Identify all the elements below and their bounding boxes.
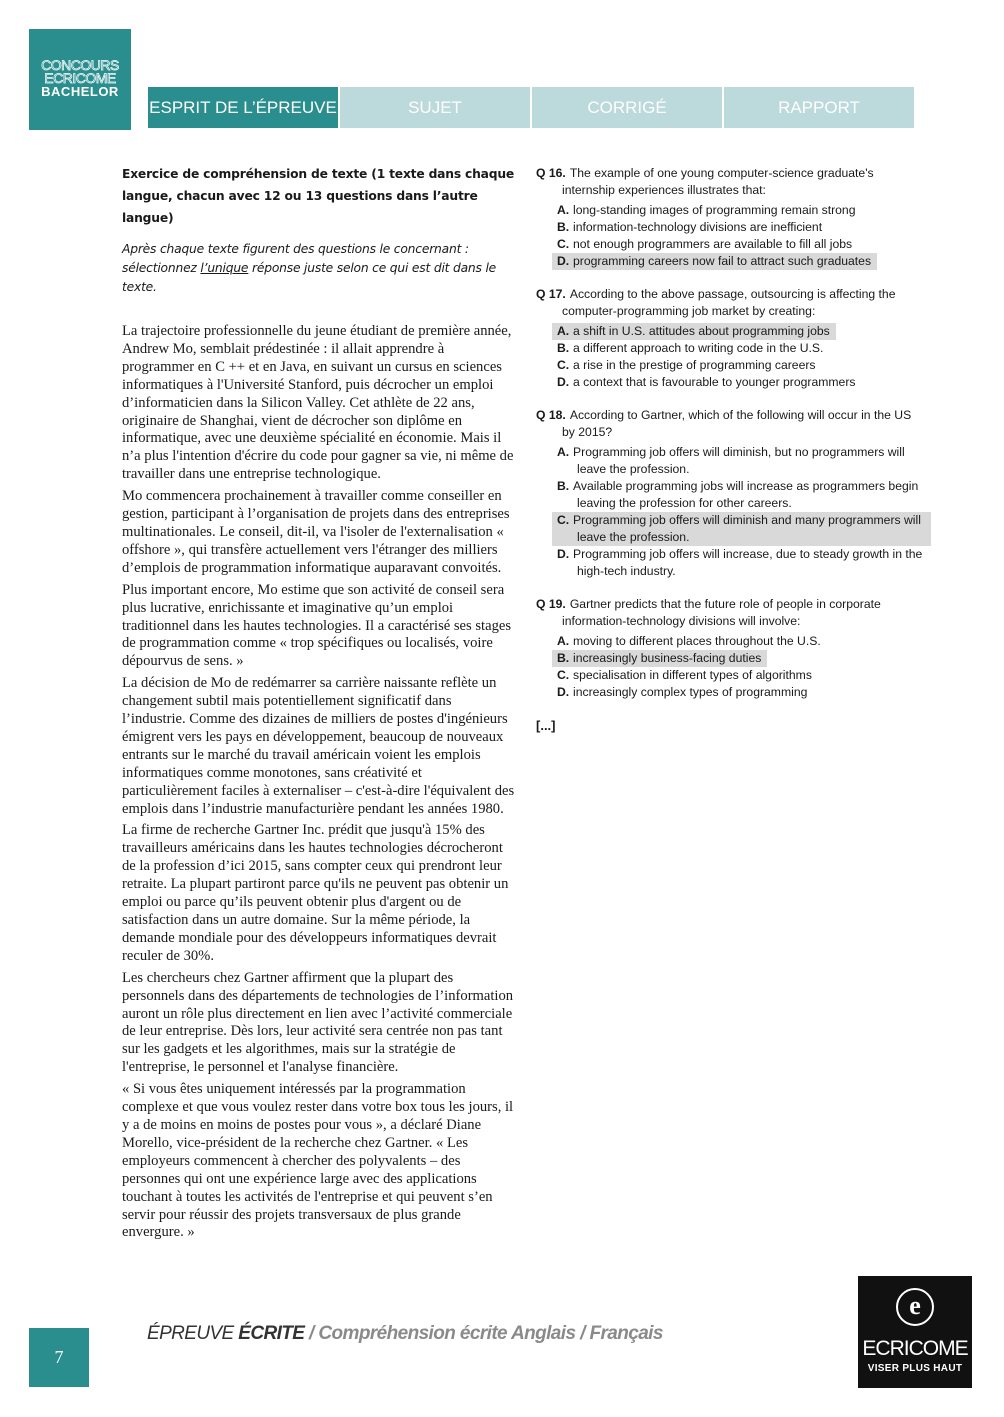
option-correct: B. increasingly business-facing duties — [552, 650, 767, 667]
option: B. a different approach to writing code in the U.S. — [557, 341, 824, 355]
option: B. information-technology divisions are inefficient — [557, 220, 823, 234]
paragraph: Les chercheurs chez Gartner affirment que la plupart des personnels dans des départements de technologies de l’information auront un rôle plus directement en lien avec l’activité commerciale de leur entreprise. Dès lors, leur activité sera centrée non pas tant sur les gadgets et les algorithmes, mais sur la stratégie de l'entreprise, le personnel et l'analyse financière. — [122, 969, 514, 1076]
ecricome-e-icon: e — [896, 1288, 934, 1326]
logo-line-bachelor: BACHELOR — [41, 84, 119, 99]
question-stem-cont: computer-programming job market by creating: — [562, 304, 816, 318]
option: B. Available programming jobs will increase as programmers begin leaving the profession for other careers. — [557, 479, 919, 510]
logo-line-ecricome: ECRICOME — [44, 70, 116, 86]
question-number: Q 19. — [536, 597, 566, 611]
option-correct: A. a shift in U.S. attitudes about programming jobs — [552, 323, 836, 340]
option: D. increasingly complex types of programming — [557, 685, 808, 699]
question-stem: Gartner predicts that the future role of people in corporate — [569, 597, 881, 611]
question-stem: According to the above passage, outsourcing is affecting the — [569, 287, 896, 301]
tab-esprit[interactable]: ESPRIT DE L’ÉPREUVE — [148, 87, 338, 128]
french-passage — [122, 323, 515, 1242]
section-tabs — [148, 87, 916, 128]
option: A. long-standing images of programming remain strong — [557, 203, 856, 217]
questions-column — [536, 165, 931, 734]
option: D. Programming job offers will increase, due to steady growth in the high-tech industry. — [557, 547, 923, 578]
question-number: Q 17. — [536, 287, 566, 301]
option: A. moving to different places throughout the U.S. — [557, 634, 821, 648]
option: C. a rise in the prestige of programming careers — [557, 358, 816, 372]
paragraph: Mo commencera prochainement à travailler comme conseiller en gestion, participant à l’organisation de projets dans des entreprises multinationales. Le conseil, dit-il, va l'isoler de l'externalisation « offshore », qui transfère actuellement vers l'étranger des milliers d’emplois de programmation informatique auparavant convoités. — [122, 488, 510, 576]
paragraph: La décision de Mo de redémarrer sa carrière naissante reflète un changement subtil mais potentiellement significatif dans l’industrie. Comme des dizaines de milliers de postes d'ingénieurs émigrent vers les pays en développement, beaucoup de nouveaux entrants sur le marché du travail américain voient les emplois informatiques comme monotones, sans créativité et particulièrement faciles à externaliser – c'est-à-dire l'équivalent des emplois dans l’industrie manufacturière pendant les années 1980. — [122, 675, 515, 817]
question-17 — [536, 286, 931, 391]
instr-underline: l’unique — [200, 261, 249, 275]
exercise-title: Exercice de compréhension de texte (1 texte dans chaque langue, chacun avec 12 ou 13 questions dans l’autre langue) — [122, 167, 515, 225]
paragraph: Plus important encore, Mo estime que son activité de conseil sera plus lucrative, enrichissante et imaginative qu’un emploi traditionnel dans les hautes technologies. Il a caractérisé ses stages de programmation comme « trop spécifiques ou localisés, voire dépourvus de sens. » — [122, 581, 512, 670]
paragraph: La firme de recherche Gartner Inc. prédit que jusqu'à 15% des travailleurs américains dans les hautes technologies décrocheront de la profession d’ici 2015, sans compter ceux qui prendront leur retraite. La plupart partiront parce qu'ils ne peuvent pas obtenir un emploi ou parce qu’ils peuvent obtenir plus d'argent ou de satisfaction dans un autre domaine. Sur la même période, la demande mondiale pour des développeurs informatiques devrait reculer de 30%. — [122, 822, 509, 964]
option: C. specialisation in different types of algorithms — [557, 668, 812, 682]
question-number: Q 16. — [536, 166, 566, 180]
question-stem-cont: information-technology divisions will involve: — [562, 614, 801, 628]
question-stem-cont: internship experiences illustrates that: — [562, 183, 766, 197]
option: A. Programming job offers will diminish, but no programmers will leave the profession. — [557, 445, 905, 476]
question-stem: The example of one young computer-science graduate's — [569, 166, 874, 180]
footer-subject: Compréhension écrite Anglais / Français — [318, 1323, 663, 1344]
question-stem: According to Gartner, which of the following will occur in the US — [569, 408, 912, 422]
question-19 — [536, 596, 931, 701]
concours-logo — [29, 29, 131, 130]
ecricome-brand-logo — [858, 1276, 972, 1388]
question-16 — [536, 165, 931, 270]
question-18 — [536, 407, 931, 580]
paragraph: « Si vous êtes uniquement intéressés par la programmation complexe et que vous voulez rester dans votre box tous les jours, il y a de moins en moins de postes pour vous », a déclaré Diane Morello, vice-président de la recherche chez Gartner. « Les employeurs commencent à chercher des polyvalents – des personnes qui ont une expérience large avec des applications touchant à toutes les activités de l'entreprise et qui peuvent s’en servir pour réussir des projets transversaux de plus grande envergure. » — [122, 1081, 514, 1241]
tab-sujet[interactable]: SUJET — [340, 87, 530, 128]
question-number: Q 18. — [536, 408, 566, 422]
footer-title — [147, 1323, 663, 1345]
brand-name: ECRICOME — [862, 1337, 968, 1360]
footer-slash: / — [304, 1323, 319, 1344]
paragraph: La trajectoire professionnelle du jeune étudiant de première année, Andrew Mo, semblait prédestinée : il allait apprendre à programmer en C ++ et en Java, en suivant un cursus en sciences informatiques à l'Université Stanford, puis décrocher un emploi d’informaticien dans la Silicon Valley. Cet athlète de 22 ans, originaire de Shanghai, vient de décrocher son diplôme en informatique, avec une deuxième spécialité en économie. Mais il n’a plus l'intention d'écrire du code pour gagner sa vie, ni même de travailler dans une entreprise technologique. — [122, 323, 514, 483]
logo-line-concours: CONCOURS — [41, 57, 119, 73]
question-stem-cont: by 2015? — [562, 425, 613, 439]
option-correct: C. Programming job offers will diminish and many programmers will leave the profession. — [552, 512, 931, 546]
option: D. a context that is favourable to younger programmers — [557, 375, 856, 389]
left-column — [122, 163, 515, 1246]
continuation-ellipsis: [...] — [536, 718, 556, 733]
tab-rapport[interactable]: RAPPORT — [724, 87, 914, 128]
page-number: 7 — [29, 1328, 89, 1387]
exercise-instructions — [122, 240, 515, 297]
footer-epreuve: ÉPREUVE — [147, 1323, 239, 1344]
option-correct: D. programming careers now fail to attract such graduates — [552, 253, 877, 270]
option: C. not enough programmers are available to fill all jobs — [557, 237, 853, 251]
footer-ecrite: ÉCRITE — [238, 1323, 305, 1344]
instr-before: Après chaque texte figurent des questions le concernant : sélectionnez — [122, 242, 469, 275]
tab-corrige[interactable]: CORRIGÉ — [532, 87, 722, 128]
instr-after: réponse juste selon ce qui est dit dans le texte. — [122, 261, 497, 294]
brand-tagline: VISER PLUS HAUT — [867, 1363, 963, 1374]
